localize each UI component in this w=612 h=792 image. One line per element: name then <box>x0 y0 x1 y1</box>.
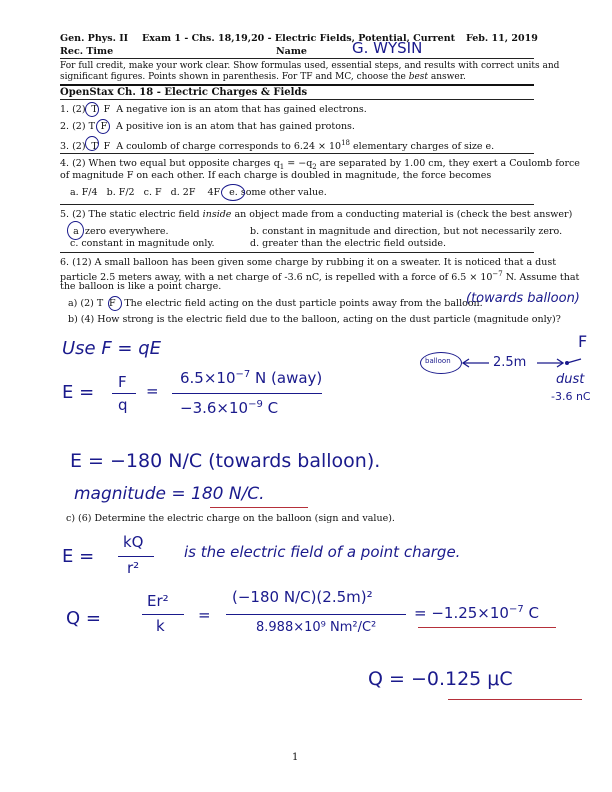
q1-true-choice[interactable]: T <box>91 104 98 115</box>
q1: 1. (2) T F A negative ion is an atom that has gained electrons. <box>60 104 367 115</box>
q4-line2: of magnitude F on each other. If each charge is doubled in magnitude, the force becomes <box>60 170 492 181</box>
section-divider <box>60 99 534 100</box>
q5-option-d[interactable]: d. greater than the electric field outside. <box>250 238 447 249</box>
q6a: a) (2) T F The electric field acting on the dust particle points away from the balloon. <box>68 298 483 309</box>
q6c: c) (6) Determine the electric charge on the balloon (sign and value). <box>66 513 395 524</box>
point-charge-text: is the electric field of a point charge. <box>184 543 461 561</box>
q6-line1: 6. (12) A small balloon has been given some charge by rubbing it on a sweater. It is noticed that a dust <box>60 257 557 268</box>
q4-option-a[interactable]: a. F/4 <box>70 187 98 198</box>
force-arrow <box>567 359 581 363</box>
exam-date: Feb. 11, 2019 <box>466 33 538 44</box>
q6a-handwritten-note: (towards balloon) <box>466 291 580 306</box>
F-over-q-bar <box>112 393 136 394</box>
diagram-charge: -3.6 nC <box>551 390 591 403</box>
name-value: G. WYSIN <box>352 39 423 57</box>
q-denominator: q <box>118 396 128 414</box>
diagram-distance: 2.5m <box>493 355 527 370</box>
q4-answer-circle <box>221 184 245 201</box>
Q-result-underline <box>418 627 556 628</box>
magnitude-result: magnitude = 180 N/C. <box>74 484 265 504</box>
denominator-1: $-3.6\times 10^{-9}$ C <box>180 399 279 417</box>
Q-final: Q = −0.125 μC <box>368 668 513 690</box>
E-label: E = <box>62 382 95 403</box>
Q-final-underline <box>448 699 582 700</box>
rec-time-label: Rec. Time <box>60 46 114 57</box>
kQ-numerator: kQ <box>123 533 144 551</box>
section-title: OpenStax Ch. 18 - Electric Charges & Fields <box>60 87 308 98</box>
q2-answer-circle <box>96 119 110 134</box>
q3-true-choice[interactable]: T <box>91 141 98 153</box>
q4-option-c[interactable]: c. F <box>143 187 162 198</box>
q4-option-4f[interactable]: 4F <box>207 187 221 198</box>
exam-title: Exam 1 - Chs. 18,19,20 - Electric Fields, Potential, Current <box>142 33 455 44</box>
page-number: 1 <box>292 752 299 763</box>
q6b: b) (4) How strong is the electric field due to the balloon, acting on the dust particle (magnitude only)? <box>68 314 561 325</box>
q4-option-d[interactable]: d. 2F <box>170 187 196 198</box>
q5-option-a[interactable]: a zero everywhere. <box>70 226 169 237</box>
equals-1: = <box>146 382 159 400</box>
q5-option-c[interactable]: c. constant in magnitude only. <box>70 238 215 249</box>
q4-option-e[interactable]: e. some other value. <box>229 187 327 198</box>
equals-2: = <box>198 606 211 624</box>
course-title: Gen. Phys. II <box>60 33 129 44</box>
q3-divider <box>60 153 534 154</box>
Q-label: Q = <box>66 608 101 629</box>
q5-line1: 5. (2) The static electric field inside an object made from a conducting material is (check the best answer) <box>60 209 573 220</box>
diagram-balloon-label: balloon <box>425 357 451 365</box>
q6a-answer-circle <box>108 296 122 311</box>
numerator-1: $6.5\times 10^{-7}$ N (away) <box>180 369 323 387</box>
E-point-label: E = <box>62 546 95 567</box>
Er2-numerator: Er² <box>147 592 169 610</box>
F-numerator: F <box>118 373 127 391</box>
numerator-2: (−180 N/C)(2.5m)² <box>232 588 373 606</box>
q2: 2. (2) T F A positive ion is an atom that has gained protons. <box>60 121 355 132</box>
q6-line3: the balloon is like a point charge. <box>60 281 222 292</box>
q4-divider <box>60 204 534 205</box>
Q-result: = $-1.25\times 10^{-7}$ C <box>414 604 539 622</box>
use-formula: Use F = qE <box>62 338 162 359</box>
q4-options <box>70 187 327 198</box>
q5-option-b[interactable]: b. constant in magnitude and direction, but not necessarily zero. <box>250 226 563 237</box>
fraction-bar-1 <box>172 393 322 394</box>
q4-line1: 4. (2) When two equal but opposite charges $q_1 = -q_2$ are separated by 1.00 cm, they exert a Coulomb force <box>60 158 580 171</box>
denominator-2: 8.988×10⁹ Nm²/C² <box>256 620 377 635</box>
E-result: E = −180 N/C (towards balloon). <box>70 450 381 472</box>
magnitude-underline <box>210 507 308 508</box>
q5-divider <box>60 252 534 253</box>
q2-false-choice[interactable]: F <box>100 121 108 132</box>
kQ-bar <box>118 556 154 557</box>
diagram-dust: dust <box>556 372 585 387</box>
instructions-divider <box>60 84 534 86</box>
k-denominator: k <box>156 617 165 635</box>
name-underline <box>60 58 534 59</box>
q4-option-b[interactable]: b. F/2 <box>106 187 135 198</box>
q1-answer-circle <box>85 102 99 117</box>
q5-option-a-letter: a <box>73 226 79 237</box>
name-label: Name <box>276 46 307 57</box>
q3-answer-circle <box>85 136 99 151</box>
r2-denominator: r² <box>127 559 140 577</box>
fraction-bar-2 <box>226 614 406 615</box>
instructions-line2: significant figures. Points shown in parenthesis. For TF and MC, choose the best answer. <box>60 72 466 82</box>
Er2-bar <box>142 614 184 615</box>
q6-line2: particle 2.5 meters away, with a net charge of -3.6 nC, is repelled with a force of $6.5 \times 10^{-7}$ N. Assume that <box>60 270 580 284</box>
instructions-line1: For full credit, make your work clear. Show formulas used, essential steps, and results with correct units and <box>60 61 560 71</box>
diagram-F: F <box>578 332 588 351</box>
q3: 3. (2) T F A coulomb of charge corresponds to $6.24 \times 10^{18}$ elementary charges of size e. <box>60 139 495 153</box>
q6a-false-choice[interactable]: F <box>108 298 116 309</box>
